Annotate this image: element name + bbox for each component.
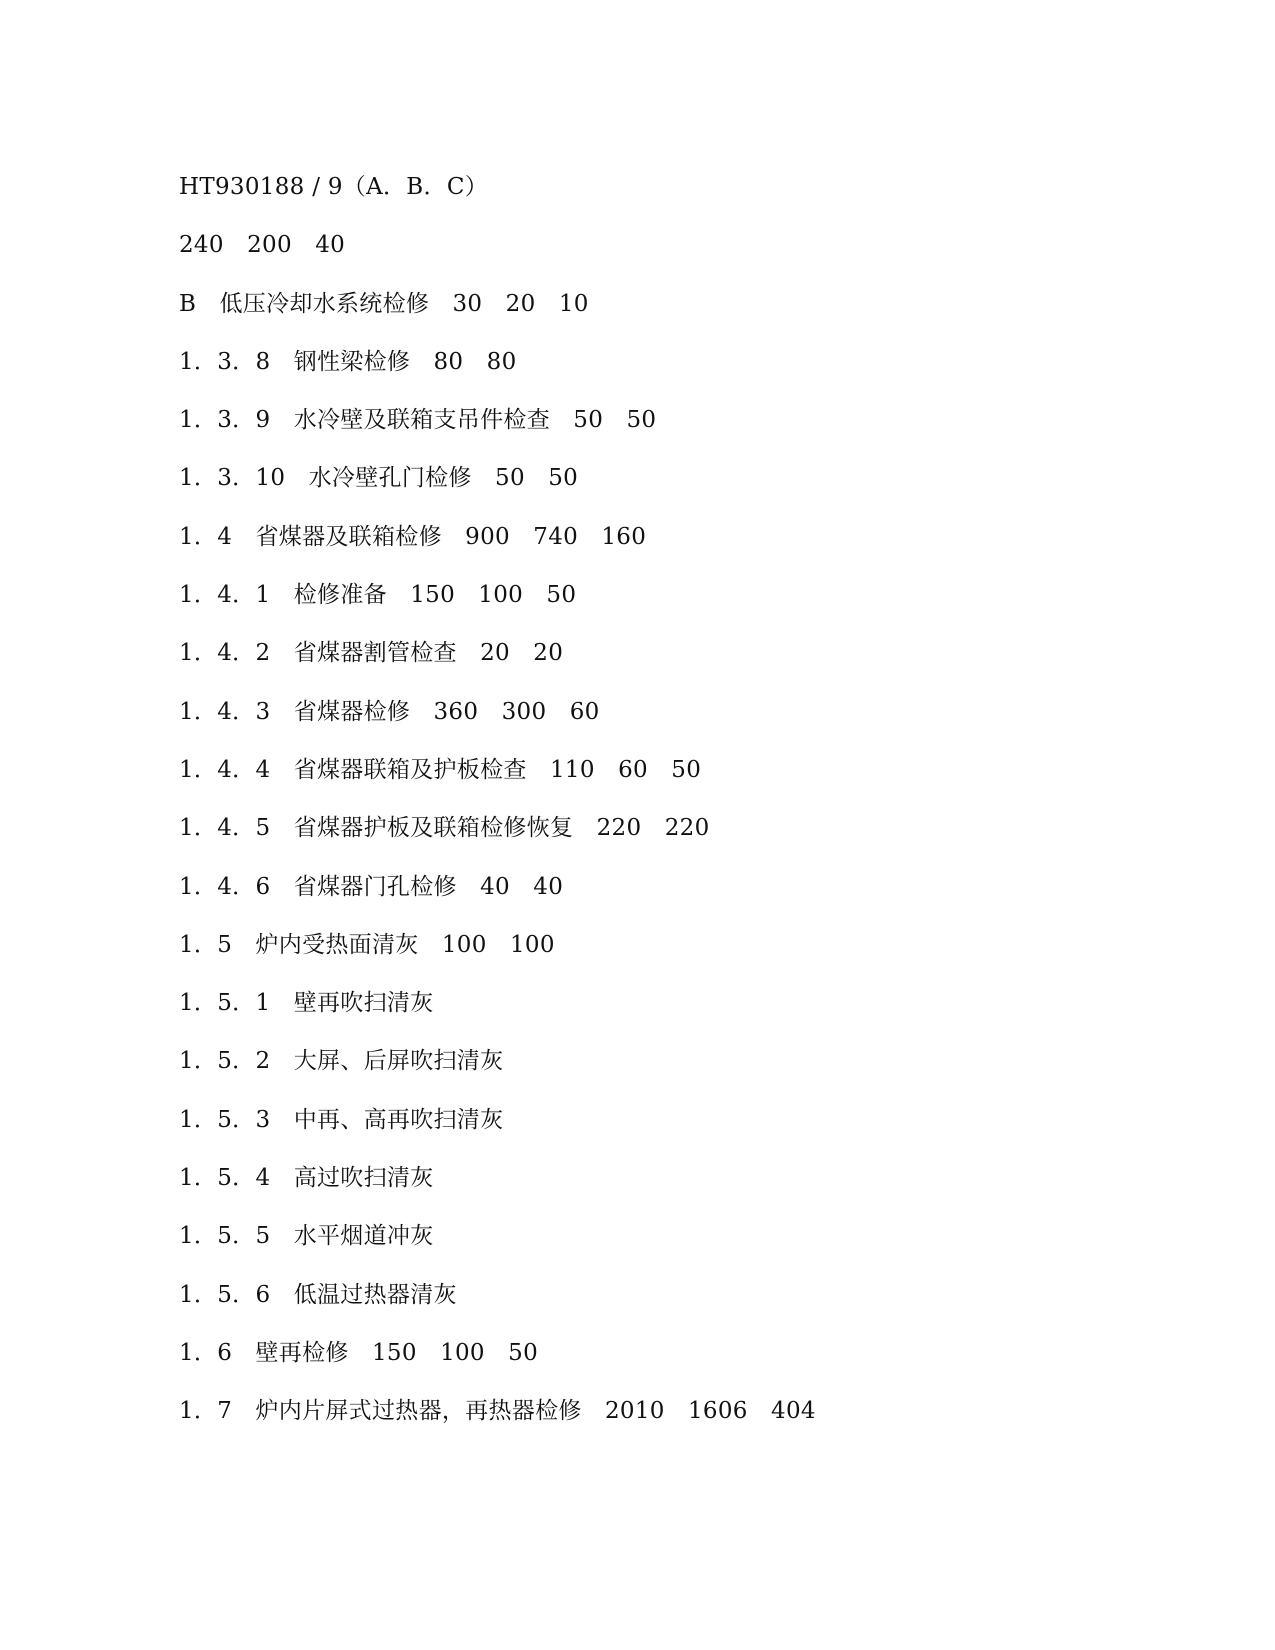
document-line: 1．4．2 省煤器割管检查 20 20: [179, 640, 564, 667]
document-line: 1．3．10 水冷壁孔门检修 50 50: [179, 465, 579, 492]
document-header-code: HT930188 / 9（A．B．C）: [179, 174, 489, 200]
document-line: 1．3．9 水冷壁及联箱支吊件检查 50 50: [179, 407, 657, 434]
document-line: 1．6 壁再检修 150 100 50: [179, 1339, 539, 1366]
document-line: 1．5．2 大屏、后屏吹扫清灰: [179, 1048, 504, 1075]
document-line: 1．4．3 省煤器检修 360 300 60: [179, 698, 600, 725]
document-line: B 低压冷却水系统检修 30 20 10: [179, 290, 589, 317]
document-line: 1．7 炉内片屏式过热器，再热器检修 2010 1606 404: [179, 1398, 816, 1425]
document-line: 1．3．8 钢性梁检修 80 80: [179, 348, 517, 375]
document-line: 1．5．1 壁再吹扫清灰: [179, 990, 434, 1017]
document-line: 1．5．3 中再、高再吹扫清灰: [179, 1106, 504, 1133]
document-line: 1．4．1 检修准备 150 100 50: [179, 582, 577, 609]
document-line: 1．4．6 省煤器门孔检修 40 40: [179, 873, 564, 900]
document-line: 1．4 省煤器及联箱检修 900 740 160: [179, 523, 647, 550]
document-line: 240 200 40: [179, 232, 346, 259]
document-line: 1．4．4 省煤器联箱及护板检查 110 60 50: [179, 756, 702, 783]
document-body: [179, 172, 816, 1455]
document-line: 1．5．5 水平烟道冲灰: [179, 1223, 434, 1250]
document-line: 1．5．6 低温过热器清灰: [179, 1281, 457, 1308]
document-line: 1．5．4 高过吹扫清灰: [179, 1165, 434, 1192]
document-line: 1．5 炉内受热面清灰 100 100: [179, 931, 555, 958]
document-line: 1．4．5 省煤器护板及联箱检修恢复 220 220: [179, 815, 710, 842]
